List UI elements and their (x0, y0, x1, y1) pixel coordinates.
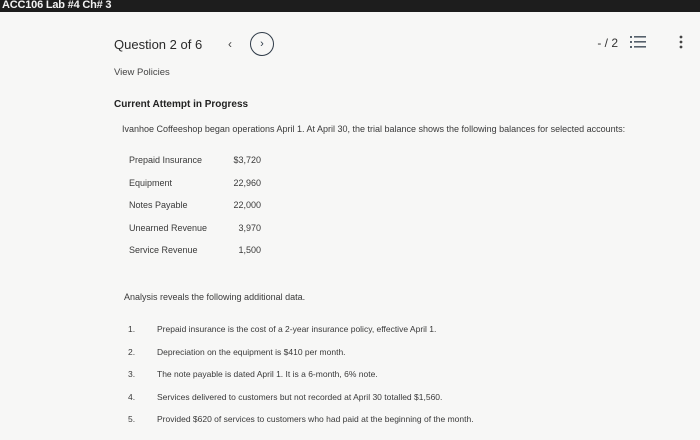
question-counter: Question 2 of 6 (114, 37, 203, 52)
previous-question-button[interactable]: ‹ (228, 37, 232, 51)
balance-row (129, 175, 289, 198)
balance-row (129, 152, 289, 175)
item-text: Provided $620 of services to customers who had paid at the beginning of the month. (157, 414, 474, 424)
list-icon[interactable] (630, 35, 646, 49)
list-item (128, 412, 688, 435)
item-number: 2. (128, 346, 136, 357)
window-titlebar (0, 0, 700, 12)
balance-row (129, 242, 289, 265)
account-balance: 22,960 (233, 177, 261, 188)
account-name: Notes Payable (129, 200, 188, 210)
trial-balance-list (129, 152, 289, 265)
list-item (128, 345, 688, 368)
item-number: 4. (128, 391, 136, 402)
item-text: The note payable is dated April 1. It is a 6-month, 6% note. (157, 369, 378, 379)
account-name: Unearned Revenue (129, 222, 208, 233)
more-vertical-icon[interactable] (678, 34, 684, 50)
attempt-status-heading: Current Attempt in Progress (114, 99, 249, 110)
list-item (128, 367, 688, 390)
balance-row (129, 197, 289, 220)
window-title: ACC106 Lab #4 Ch# 3 (2, 0, 112, 11)
question-intro: Ivanhoe Coffeeshop began operations April 1. At April 30, the trial balance shows the following balances for selected accounts: (122, 124, 626, 134)
question-score: - / 2 (597, 36, 618, 50)
item-text: Depreciation on the equipment is $410 per month. (157, 346, 346, 357)
item-text: Prepaid insurance is the cost of a 2-year insurance policy, effective April 1. (157, 324, 437, 334)
item-text: Services delivered to customers but not recorded at April 30 totalled $1,560. (157, 391, 443, 402)
account-name: Service Revenue (129, 245, 198, 255)
item-number: 3. (128, 369, 136, 379)
view-policies-link[interactable]: View Policies (114, 67, 170, 78)
item-number: 1. (128, 324, 136, 334)
account-name: Prepaid Insurance (129, 155, 203, 165)
account-balance: 22,000 (233, 200, 261, 210)
analysis-intro: Analysis reveals the following additional data. (124, 292, 306, 302)
list-item (128, 390, 688, 413)
account-balance: 1,500 (238, 245, 261, 255)
next-question-button[interactable]: › (250, 32, 274, 56)
balance-row (129, 220, 289, 243)
account-balance: 3,970 (238, 222, 261, 233)
list-item (128, 322, 688, 345)
account-balance: $3,720 (233, 155, 261, 165)
item-number: 5. (128, 414, 136, 424)
additional-data-list (128, 322, 688, 435)
account-name: Equipment (129, 177, 173, 188)
